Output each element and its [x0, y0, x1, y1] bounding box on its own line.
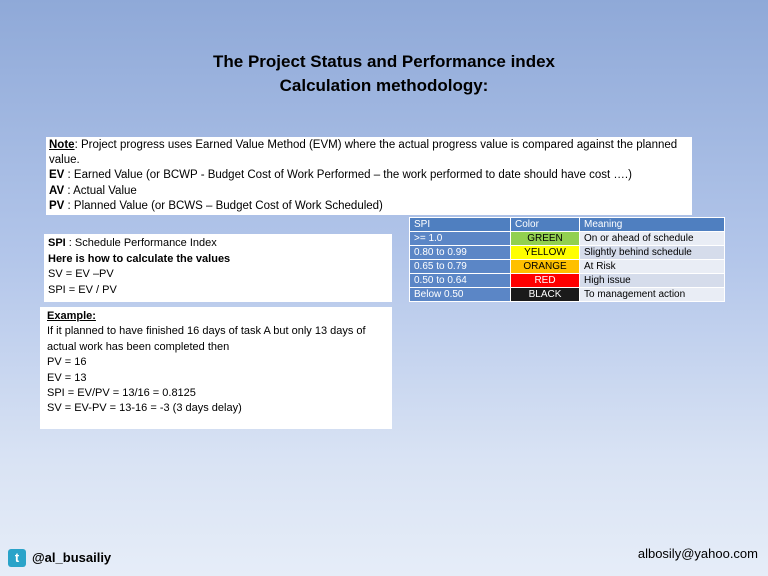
- av-label: AV: [49, 184, 65, 197]
- meaning-cell: To management action: [580, 288, 725, 302]
- title-line-1: The Project Status and Performance index: [213, 52, 555, 71]
- table-row: [410, 274, 725, 288]
- meaning-cell: High issue: [580, 274, 725, 288]
- note-text: : Project progress uses Earned Value Method (EVM) where the actual progress value is compared against the planned value.: [49, 139, 678, 167]
- spi-range: >= 1.0: [410, 232, 511, 246]
- ev-label: EV: [49, 169, 65, 182]
- email-address: albosily@yahoo.com: [637, 546, 758, 561]
- meaning-cell: Slightly behind schedule: [580, 246, 725, 260]
- header-spi: SPI: [410, 218, 511, 232]
- title-line-2: Calculation methodology:: [279, 76, 489, 95]
- spi-table: [409, 217, 725, 302]
- example-line-4: SPI = EV/PV = 13/16 = 0.8125: [47, 387, 196, 400]
- spi-label: SPI: [48, 237, 66, 249]
- av-definition: [49, 184, 689, 199]
- page-title: [0, 50, 768, 98]
- header-color: Color: [511, 218, 580, 232]
- table-row: [410, 260, 725, 274]
- color-cell: ORANGE: [511, 260, 580, 274]
- example-line-1: If it planned to have finished 16 days of task A but only 13 days of actual work has been completed then: [47, 325, 366, 353]
- notes-block: [46, 137, 692, 215]
- howto-text: Here is how to calculate the values: [48, 252, 231, 265]
- spi-range: 0.80 to 0.99: [410, 246, 511, 260]
- pv-label: PV: [49, 199, 65, 212]
- example-heading: Example:: [47, 310, 96, 322]
- av-text: : Actual Value: [64, 184, 137, 197]
- spi-range: 0.50 to 0.64: [410, 274, 511, 288]
- header-meaning: Meaning: [580, 218, 725, 232]
- example-box: [40, 307, 392, 429]
- twitter-handle: @al_busailiy: [32, 550, 112, 565]
- pv-definition: [49, 199, 689, 214]
- spi-range: 0.65 to 0.79: [410, 260, 511, 274]
- spi-text: : Schedule Performance Index: [65, 237, 217, 249]
- color-cell: BLACK: [511, 288, 580, 302]
- ev-text: : Earned Value (or BCWP - Budget Cost of Work Performed – the work performed to date should have cost ….): [64, 169, 632, 182]
- spi-formula: SPI = EV / PV: [48, 283, 117, 296]
- note-paragraph: [49, 138, 689, 168]
- table-row: [410, 232, 725, 246]
- example-line-3: EV = 13: [47, 371, 87, 384]
- note-label: Note: [49, 139, 75, 151]
- meaning-cell: On or ahead of schedule: [580, 232, 725, 246]
- twitter-icon: t: [8, 549, 26, 567]
- sv-formula: SV = EV –PV: [48, 268, 114, 280]
- table-row: [410, 246, 725, 260]
- color-cell: RED: [511, 274, 580, 288]
- spi-range: Below 0.50: [410, 288, 511, 302]
- ev-definition: [49, 168, 689, 183]
- spi-table-header: [410, 218, 725, 232]
- meaning-cell: At Risk: [580, 260, 725, 274]
- spi-definition-box: [44, 234, 392, 302]
- example-line-5: SV = EV-PV = 13-16 = -3 (3 days delay): [47, 402, 242, 415]
- example-line-2: PV = 16: [47, 356, 87, 369]
- color-cell: YELLOW: [511, 246, 580, 260]
- color-cell: GREEN: [511, 232, 580, 246]
- table-row: [410, 288, 725, 302]
- pv-text: : Planned Value (or BCWS – Budget Cost of Work Scheduled): [64, 199, 383, 212]
- spi-definition: [48, 236, 388, 252]
